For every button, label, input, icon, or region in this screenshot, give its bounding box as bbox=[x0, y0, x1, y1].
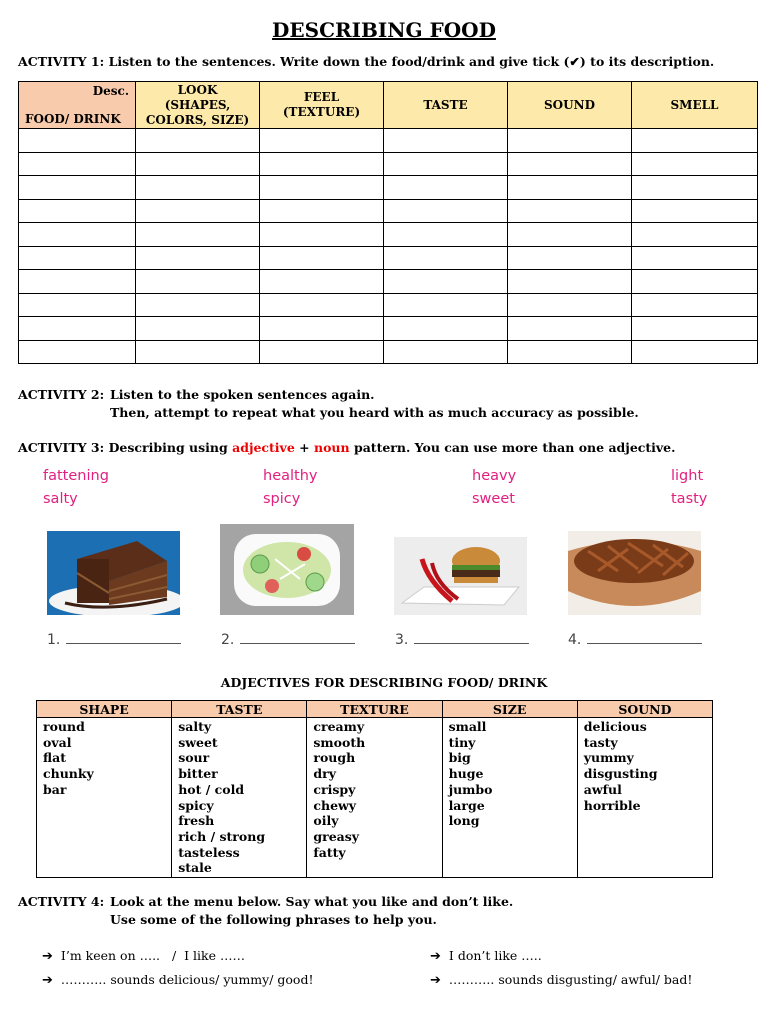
arrow-right-icon: ➔ bbox=[42, 949, 53, 964]
table-cell[interactable] bbox=[508, 223, 632, 247]
chocolate-cake-image bbox=[47, 531, 180, 615]
answer-line-1[interactable] bbox=[47, 632, 181, 648]
table-cell[interactable] bbox=[632, 152, 758, 176]
table-cell[interactable] bbox=[384, 246, 508, 270]
word-spicy: spicy bbox=[263, 491, 301, 507]
phrase-2: ➔ I don’t like ….. bbox=[430, 948, 542, 964]
list-item: bar bbox=[43, 781, 67, 797]
activity2-label: ACTIVITY 2: bbox=[18, 387, 105, 402]
word-salty: salty bbox=[43, 491, 78, 507]
list-item: big bbox=[448, 750, 471, 766]
list-item: fresh bbox=[178, 813, 215, 829]
word-sweet: sweet bbox=[472, 491, 515, 507]
word-heavy: heavy bbox=[472, 468, 517, 484]
activity3-text-a: Describing using bbox=[108, 440, 228, 455]
taste-column bbox=[172, 718, 307, 878]
size-column bbox=[442, 718, 577, 878]
table-cell[interactable] bbox=[260, 293, 384, 317]
number-2: 2. bbox=[221, 632, 235, 648]
table-row bbox=[19, 293, 758, 317]
table-cell[interactable] bbox=[19, 317, 136, 341]
table-cell[interactable] bbox=[384, 293, 508, 317]
list-item: oily bbox=[313, 813, 339, 829]
list-item: sweet bbox=[178, 734, 218, 750]
list-item: large bbox=[448, 797, 485, 813]
table-cell[interactable] bbox=[384, 152, 508, 176]
list-item: rich / strong bbox=[178, 828, 266, 844]
activity4-line1: Look at the menu below. Say what you like and don’t like. bbox=[110, 894, 514, 909]
table-cell[interactable] bbox=[632, 246, 758, 270]
table-cell[interactable] bbox=[260, 129, 384, 153]
table-cell[interactable] bbox=[384, 340, 508, 364]
table-cell[interactable] bbox=[508, 199, 632, 223]
list-item: flat bbox=[43, 750, 66, 766]
table-cell[interactable] bbox=[260, 270, 384, 294]
number-1: 1. bbox=[47, 632, 61, 648]
table-cell[interactable] bbox=[632, 223, 758, 247]
texture-column bbox=[307, 718, 442, 878]
list-item: tasteless bbox=[178, 844, 240, 860]
number-3: 3. bbox=[395, 632, 409, 648]
list-item: fatty bbox=[313, 844, 346, 860]
list-item: salty bbox=[178, 719, 212, 734]
list-item: chunky bbox=[43, 766, 94, 782]
adjectives-table bbox=[36, 700, 713, 878]
table-cell[interactable] bbox=[632, 270, 758, 294]
table-cell[interactable] bbox=[508, 176, 632, 200]
activity1-label: ACTIVITY 1: bbox=[18, 54, 105, 69]
word-tasty: tasty bbox=[671, 491, 708, 507]
corner-header bbox=[19, 82, 136, 129]
header-feel: FEEL (TEXTURE) bbox=[260, 82, 384, 129]
table-cell[interactable] bbox=[136, 129, 260, 153]
list-item: tasty bbox=[583, 734, 618, 750]
table-cell[interactable] bbox=[632, 176, 758, 200]
list-item: tiny bbox=[448, 734, 476, 750]
list-item: long bbox=[448, 813, 480, 829]
phrase-4: ➔ ……….. sounds disgusting/ awful/ bad! bbox=[430, 972, 693, 988]
header-taste: TASTE bbox=[384, 82, 508, 129]
list-item: hot / cold bbox=[178, 781, 245, 797]
table-cell[interactable] bbox=[632, 129, 758, 153]
number-4: 4. bbox=[568, 632, 582, 648]
activity2-line2: Then, attempt to repeat what you heard with as much accuracy as possible. bbox=[110, 405, 639, 420]
table-cell[interactable] bbox=[260, 223, 384, 247]
table-cell[interactable] bbox=[136, 246, 260, 270]
list-item: disgusting bbox=[583, 766, 658, 782]
answer-line-3[interactable] bbox=[395, 632, 529, 648]
header-size: SIZE bbox=[442, 701, 577, 718]
table-row bbox=[19, 223, 758, 247]
table-row bbox=[19, 199, 758, 223]
list-item: round bbox=[43, 719, 85, 734]
table-cell[interactable] bbox=[19, 293, 136, 317]
list-item: spicy bbox=[178, 797, 214, 813]
list-item: jumbo bbox=[448, 781, 493, 797]
list-item: horrible bbox=[583, 797, 641, 813]
table-row bbox=[19, 152, 758, 176]
list-item: smooth bbox=[313, 734, 366, 750]
table-cell[interactable] bbox=[260, 176, 384, 200]
table-cell[interactable] bbox=[384, 176, 508, 200]
arrow-right-icon: ➔ bbox=[430, 949, 441, 964]
header-desc: Desc. bbox=[92, 84, 129, 98]
table-cell[interactable] bbox=[19, 270, 136, 294]
list-item: crispy bbox=[313, 781, 356, 797]
list-item: yummy bbox=[583, 750, 634, 766]
table-cell[interactable] bbox=[508, 129, 632, 153]
activity3-text-b: pattern. You can use more than one adjective. bbox=[353, 440, 676, 455]
table-cell[interactable] bbox=[260, 317, 384, 341]
table-row bbox=[19, 270, 758, 294]
activity4-line2: Use some of the following phrases to help you. bbox=[110, 912, 437, 927]
list-item: chewy bbox=[313, 797, 357, 813]
list-item: bitter bbox=[178, 766, 218, 782]
word-fattening: fattening bbox=[43, 468, 109, 484]
arrow-right-icon: ➔ bbox=[430, 973, 441, 988]
list-item: delicious bbox=[583, 719, 647, 734]
table-cell[interactable] bbox=[632, 340, 758, 364]
table-cell[interactable] bbox=[136, 199, 260, 223]
activity3-label: ACTIVITY 3: bbox=[18, 440, 105, 455]
table-cell[interactable] bbox=[136, 176, 260, 200]
list-item: dry bbox=[313, 766, 336, 782]
activity2-line1: Listen to the spoken sentences again. bbox=[110, 387, 375, 402]
activity1-instruction bbox=[18, 54, 714, 69]
header-taste-adj: TASTE bbox=[172, 701, 307, 718]
table-cell[interactable] bbox=[260, 152, 384, 176]
table-row bbox=[19, 340, 758, 364]
header-look: LOOK (SHAPES, COLORS, SIZE) bbox=[136, 82, 260, 129]
keyword-adjective: adjective bbox=[232, 440, 295, 455]
activity1-text: Listen to the sentences. Write down the food/drink and give tick (✔) to its description. bbox=[108, 54, 715, 69]
table-cell[interactable] bbox=[508, 246, 632, 270]
header-smell: SMELL bbox=[632, 82, 758, 129]
keyword-noun: noun bbox=[313, 440, 350, 455]
list-item: rough bbox=[313, 750, 356, 766]
table-cell[interactable] bbox=[19, 223, 136, 247]
activity4-label: ACTIVITY 4: bbox=[18, 894, 105, 909]
list-item: huge bbox=[448, 766, 484, 782]
table-cell[interactable] bbox=[136, 340, 260, 364]
list-item: oval bbox=[43, 734, 72, 750]
table-row bbox=[19, 246, 758, 270]
table-cell[interactable] bbox=[260, 199, 384, 223]
list-item: sour bbox=[178, 750, 210, 766]
table-cell[interactable] bbox=[260, 340, 384, 364]
description-table bbox=[18, 81, 758, 364]
salad-image bbox=[220, 524, 354, 615]
table-cell[interactable] bbox=[508, 270, 632, 294]
list-item: greasy bbox=[313, 828, 360, 844]
table-cell[interactable] bbox=[19, 199, 136, 223]
list-item: stale bbox=[178, 860, 212, 876]
list-item: awful bbox=[583, 781, 622, 797]
shape-column bbox=[37, 718, 172, 878]
sound-column bbox=[577, 718, 712, 878]
table-cell[interactable] bbox=[19, 129, 136, 153]
table-row bbox=[19, 129, 758, 153]
table-cell[interactable] bbox=[260, 246, 384, 270]
table-cell[interactable] bbox=[632, 317, 758, 341]
word-light: light bbox=[671, 468, 704, 484]
table-cell[interactable] bbox=[136, 293, 260, 317]
table-cell[interactable] bbox=[136, 223, 260, 247]
table-cell[interactable] bbox=[19, 152, 136, 176]
list-item: small bbox=[448, 719, 487, 734]
header-sound-adj: SOUND bbox=[577, 701, 712, 718]
table-cell[interactable] bbox=[632, 293, 758, 317]
burger-image bbox=[394, 537, 527, 615]
table-cell[interactable] bbox=[384, 317, 508, 341]
phrase-3: ➔ ……….. sounds delicious/ yummy/ good! bbox=[42, 972, 314, 988]
page-title: DESCRIBING FOOD bbox=[272, 18, 496, 42]
table-row bbox=[19, 317, 758, 341]
header-texture: TEXTURE bbox=[307, 701, 442, 718]
answer-line-2[interactable] bbox=[221, 632, 355, 648]
table-cell[interactable] bbox=[508, 293, 632, 317]
table-cell[interactable] bbox=[19, 176, 136, 200]
table-cell[interactable] bbox=[136, 152, 260, 176]
header-shape: SHAPE bbox=[37, 701, 172, 718]
table-cell[interactable] bbox=[136, 270, 260, 294]
table-cell[interactable] bbox=[632, 199, 758, 223]
table-cell[interactable] bbox=[508, 317, 632, 341]
table-cell[interactable] bbox=[384, 270, 508, 294]
table-cell[interactable] bbox=[384, 199, 508, 223]
arrow-right-icon: ➔ bbox=[42, 973, 53, 988]
header-sound: SOUND bbox=[508, 82, 632, 129]
activity3-instruction bbox=[18, 440, 675, 455]
word-healthy: healthy bbox=[263, 468, 318, 484]
table-cell[interactable] bbox=[508, 152, 632, 176]
table-row bbox=[19, 176, 758, 200]
adjectives-title: ADJECTIVES FOR DESCRIBING FOOD/ DRINK bbox=[220, 675, 548, 690]
table-cell[interactable] bbox=[19, 246, 136, 270]
list-item: creamy bbox=[313, 719, 365, 734]
phrase-1: ➔ I’m keen on ….. / I like …… bbox=[42, 948, 245, 964]
plus-sign: + bbox=[299, 440, 310, 455]
table-cell[interactable] bbox=[19, 340, 136, 364]
table-cell[interactable] bbox=[136, 317, 260, 341]
table-cell[interactable] bbox=[384, 223, 508, 247]
table-cell[interactable] bbox=[384, 129, 508, 153]
answer-line-4[interactable] bbox=[568, 632, 702, 648]
table-cell[interactable] bbox=[508, 340, 632, 364]
pretzel-sticks-image bbox=[568, 531, 701, 615]
header-food-drink: FOOD/ DRINK bbox=[25, 112, 121, 126]
